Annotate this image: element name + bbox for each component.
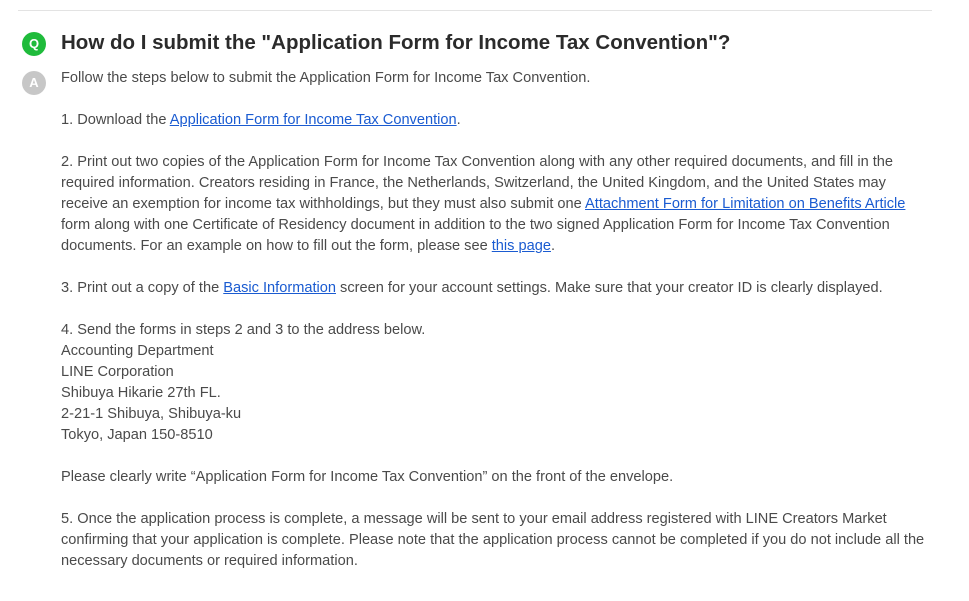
step-3-text: 3. Print out a copy of the: [61, 280, 224, 296]
answer-intro: Follow the steps below to submit the Application Form for Income Tax Convention.: [61, 70, 591, 86]
question-badge: Q: [22, 32, 46, 56]
answer-badge: A: [22, 71, 46, 95]
address-line: Tokyo, Japan 150-8510: [61, 427, 213, 443]
step-3: [61, 278, 929, 299]
step-2-text: 2. Print out two copies of the Application Form for Income Tax Convention along with any other required documents, and fill in the required information. Creators residing in France, the Netherlands, Switzerland, the United Kingdom, and the United States may receive an exemption for income tax withholdings, but they must also submit one: [61, 154, 894, 212]
step-3-text-continued: screen for your account settings. Make sure that your creator ID is clearly displayed.: [336, 280, 883, 296]
step-2: [61, 152, 929, 257]
step-4: [61, 320, 929, 446]
envelope-note: Please clearly write “Application Form for Income Tax Convention” on the front of the envelope.: [61, 469, 674, 485]
address-line: Shibuya Hikarie 27th FL.: [61, 385, 221, 401]
faq-question-title: How do I submit the "Application Form for Income Tax Convention"?: [61, 31, 731, 54]
step-4-intro: 4. Send the forms in steps 2 and 3 to the address below.: [61, 322, 426, 338]
step-5: 5. Once the application process is complete, a message will be sent to your email address registered with LINE Creators Market confirming that your application is complete. Please note that the application process cannot be completed if you do not include all the necessary documents or required information.: [61, 511, 925, 569]
step-1-end: .: [456, 112, 461, 128]
address-line: LINE Corporation: [61, 364, 174, 380]
top-divider: [18, 10, 932, 11]
step-2-text-continued: form along with one Certificate of Residency document in addition to the two signed Application Form for Income Tax Convention documents. For an example on how to fill out the form, please see: [61, 217, 890, 254]
attachment-form-link[interactable]: Attachment Form for Limitation on Benefits Article: [585, 196, 906, 212]
step-2-end: .: [550, 238, 556, 254]
step-1: [61, 110, 929, 131]
example-page-link[interactable]: this page: [491, 238, 551, 254]
address-line: Accounting Department: [61, 343, 214, 359]
faq-answer-body: [61, 68, 929, 572]
application-form-download-link[interactable]: Application Form for Income Tax Convention: [169, 112, 457, 128]
basic-information-link[interactable]: Basic Information: [223, 280, 336, 296]
address-line: 2-21-1 Shibuya, Shibuya-ku: [61, 406, 242, 422]
step-1-text: 1. Download the: [61, 112, 170, 128]
faq-question-row: [22, 29, 942, 57]
